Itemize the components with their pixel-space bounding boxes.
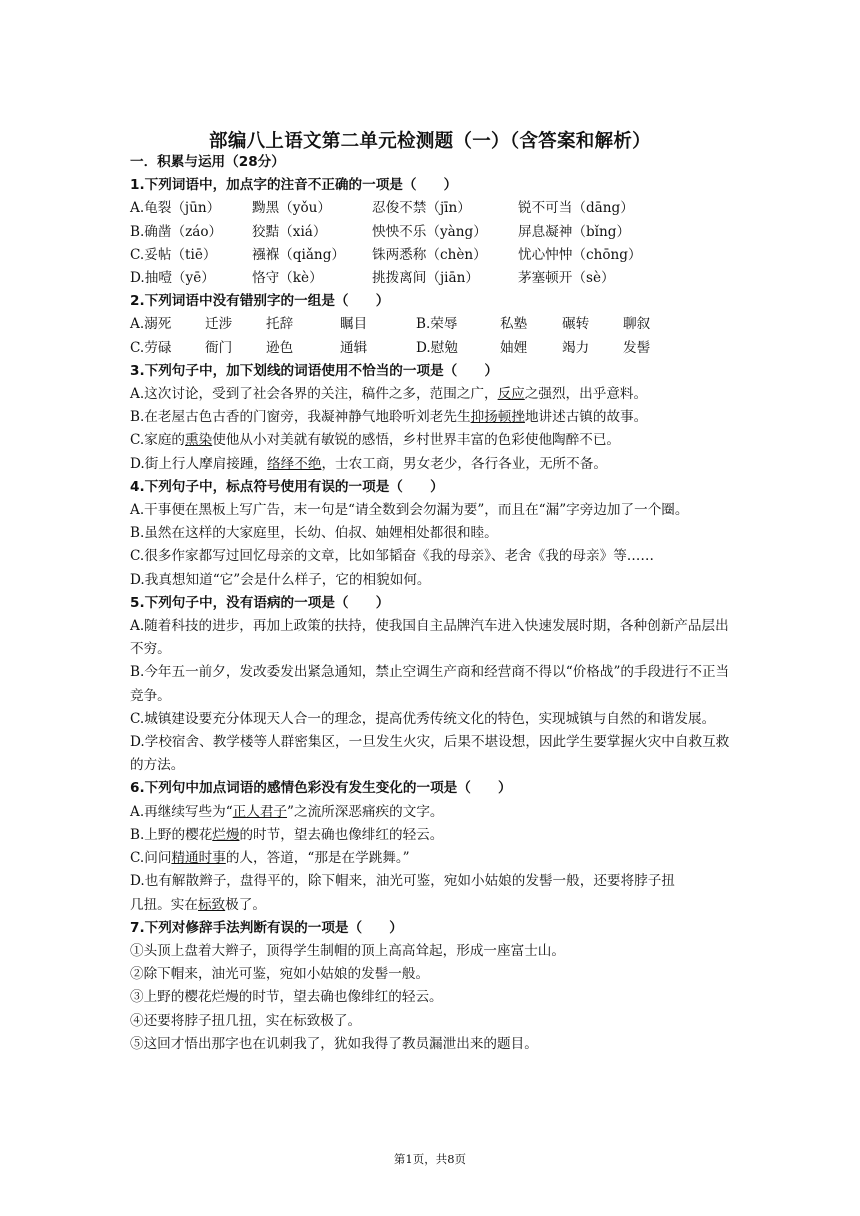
word-item: B.荣辱 [416,316,458,333]
option-item: 狡黠（xiá） [252,223,327,240]
option-item: B.确凿（záo） [130,223,223,240]
dotted-word: 精通时事 [171,850,226,867]
option-text: 的时节，望去确也像绯红的轻云。 [239,826,444,843]
question-2-stem: 2.下列词语中没有错别字的一组是（ ） [130,293,390,310]
option-item: 挑拨离间（jiān） [372,270,479,287]
word-item: 发髻 [623,339,651,356]
word-item: 聊叙 [623,316,651,333]
word-item: 迁涉 [205,316,233,333]
word-item: 衙门 [205,339,233,356]
option-text: 之强烈，出乎意料。 [524,386,648,403]
word-item: 通辑 [340,339,368,356]
question-1-option-b [130,221,735,244]
page-title: 部编八上语文第二单元检测题（一）（含答案和解析） [209,131,651,152]
question-7-item: ④还要将脖子扭几扭，实在标致极了。 [130,1012,362,1029]
question-7-stem: 7.下列对修辞手法判断有误的一项是（ ） [130,919,403,936]
question-6-option-d-line2 [130,894,735,917]
question-2-row-cd [130,337,735,360]
option-text: C.问问 [130,850,172,867]
question-5-stem: 5.下列句子中，没有语病的一项是（ ） [130,594,390,611]
question-1-option-a [130,197,735,220]
option-text: 的人，答道，“那是在学跳舞。” [225,850,410,867]
option-text: ，士农工商，男女老少，各行各业，无所不备。 [321,455,607,472]
word-item: C.劳碌 [130,339,172,356]
underlined-word: 抑扬顿挫 [470,409,525,426]
question-3-option-a [130,383,735,406]
word-item: 私塾 [500,316,528,333]
question-7-item: ③上野的樱花烂熳的时节，望去确也像绯红的轻云。 [130,989,443,1006]
question-6-option-d-line1: D.也有解散辫子，盘得平的，除下帽来，油光可鉴，宛如小姑娘的发髻一般，还要将脖子扭 [130,873,675,890]
underlined-word: 反应 [497,386,525,403]
question-3-option-d [130,453,735,476]
option-item: 恪守（kè） [252,270,323,287]
option-text: B.上野的樱花 [130,826,213,843]
question-6-stem: 6.下列句中加点词语的感情色彩没有发生变化的一项是（ ） [130,780,512,797]
option-text: 使他从小对美就有敏锐的感悟，乡村世界丰富的色彩使他陶醉不已。 [212,432,621,449]
question-1-option-d [130,267,735,290]
word-item: 逊色 [266,339,294,356]
option-item: 襁褓（qiǎng） [252,246,345,263]
word-item: 瞩目 [340,316,368,333]
option-item: 忧心忡忡（chōng） [518,246,642,263]
question-4-option-b: B.虽然在这样的大家庭里，长幼、伯叔、妯娌相处都很和睦。 [130,525,498,542]
option-item: 铢两悉称（chèn） [372,246,487,263]
underlined-word: 熏染 [185,432,213,449]
question-1-option-c [130,244,735,267]
question-1-stem: 1.下列词语中，加点字的注音不正确的一项是（ ） [130,177,458,194]
dotted-word: 标致 [197,896,226,913]
question-4-option-c: C.很多作家都写过回忆母亲的文章，比如邹韬奋《我的母亲》、老舍《我的母亲》等…… [130,548,654,565]
option-text: C.家庭的 [130,432,186,449]
section-heading: 一．积累与运用（28分） [130,154,285,170]
option-text: A.这次讨论，受到了社会各界的关注，稿件之多，范围之广， [130,386,498,403]
question-3-stem: 3.下列句子中，加下划线的词语使用不恰当的一项是（ ） [130,362,499,379]
option-text: D.街上行人摩肩接踵， [130,455,268,472]
option-item: 忍俊不禁（jīn） [372,200,471,217]
page-footer: 第1页，共8页 [393,1152,467,1166]
option-item: A.龟裂（jūn） [130,200,221,217]
word-item: 竭力 [562,339,590,356]
dotted-word: 正人君子 [232,803,288,820]
option-item: D.抽噎（yē） [130,270,215,287]
option-text: B.在老屋古色古香的门窗旁，我凝神静气地聆听刘老先生 [130,409,471,426]
question-5-option-c: C.城镇建设要充分体现天人合一的理念，提高优秀传统文化的特色，实现城镇与自然的和谐发展。 [130,710,716,727]
question-5-option-d: D.学校宿舍、教学楼等人群密集区，一旦发生火灾，后果不堪设想，因此学生要掌握火灾中自救互救的方法。 [130,734,730,774]
question-2-row-ab [130,313,735,336]
option-text: 几扭。实在 [130,896,198,913]
question-7-item: ②除下帽来，油光可鉴，宛如小姑娘的发髻一般。 [130,966,430,983]
question-3-option-b [130,406,735,429]
option-item: 怏怏不乐（yàng） [372,223,487,240]
underlined-word: 络绎不绝 [267,455,322,472]
option-text: 极了。 [225,896,266,913]
question-5-option-a: A.随着科技的进步，再加上政策的扶持，使我国自主品牌汽车进入快速发展时期，各种创新产品层出不穷。 [130,618,729,658]
word-item: 托辞 [266,316,294,333]
word-item: A.溺死 [130,316,172,333]
exam-content [130,151,735,1056]
question-6-option-c [130,847,735,870]
word-item: D.慰勉 [416,339,458,356]
option-item: C.妥帖（tiē） [130,246,217,263]
option-item: 茅塞顿开（sè） [518,270,615,287]
question-7-item: ⑤这回才悟出那字也在讥刺我了，犹如我得了教员漏泄出来的题目。 [130,1035,538,1052]
question-4-option-a: A.干事便在黑板上写广告，末一句是“请全数到会勿漏为要”，而且在“漏”字旁边加了一个圈。 [130,502,689,519]
question-3-option-c [130,429,735,452]
dotted-word: 烂熳 [212,826,240,843]
question-6-option-a [130,801,735,824]
option-text: A.再继续写些为“ [130,803,233,820]
option-item: 黝黑（yǒu） [252,200,331,217]
option-item: 屏息凝神（bǐng） [518,223,631,240]
option-text: 地讲述古镇的故事。 [524,409,648,426]
question-7-item: ①头顶上盘着大辫子，顶得学生制帽的顶上高高耸起，形成一座富士山。 [130,942,565,959]
question-6-option-b [130,824,735,847]
option-text: ”之流所深恶痛疾的文字。 [287,803,444,820]
option-item: 锐不可当（dāng） [518,200,634,217]
word-item: 妯娌 [500,339,528,356]
word-item: 碾转 [562,316,590,333]
question-4-stem: 4.下列句子中，标点符号使用有误的一项是（ ） [130,478,444,495]
question-5-option-b: B.今年五一前夕，发改委发出紧急通知，禁止空调生产商和经营商不得以“价格战”的手段进行不正当竞争。 [130,664,730,704]
question-4-option-d: D.我真想知道“它”会是什么样子，它的相貌如何。 [130,571,431,588]
